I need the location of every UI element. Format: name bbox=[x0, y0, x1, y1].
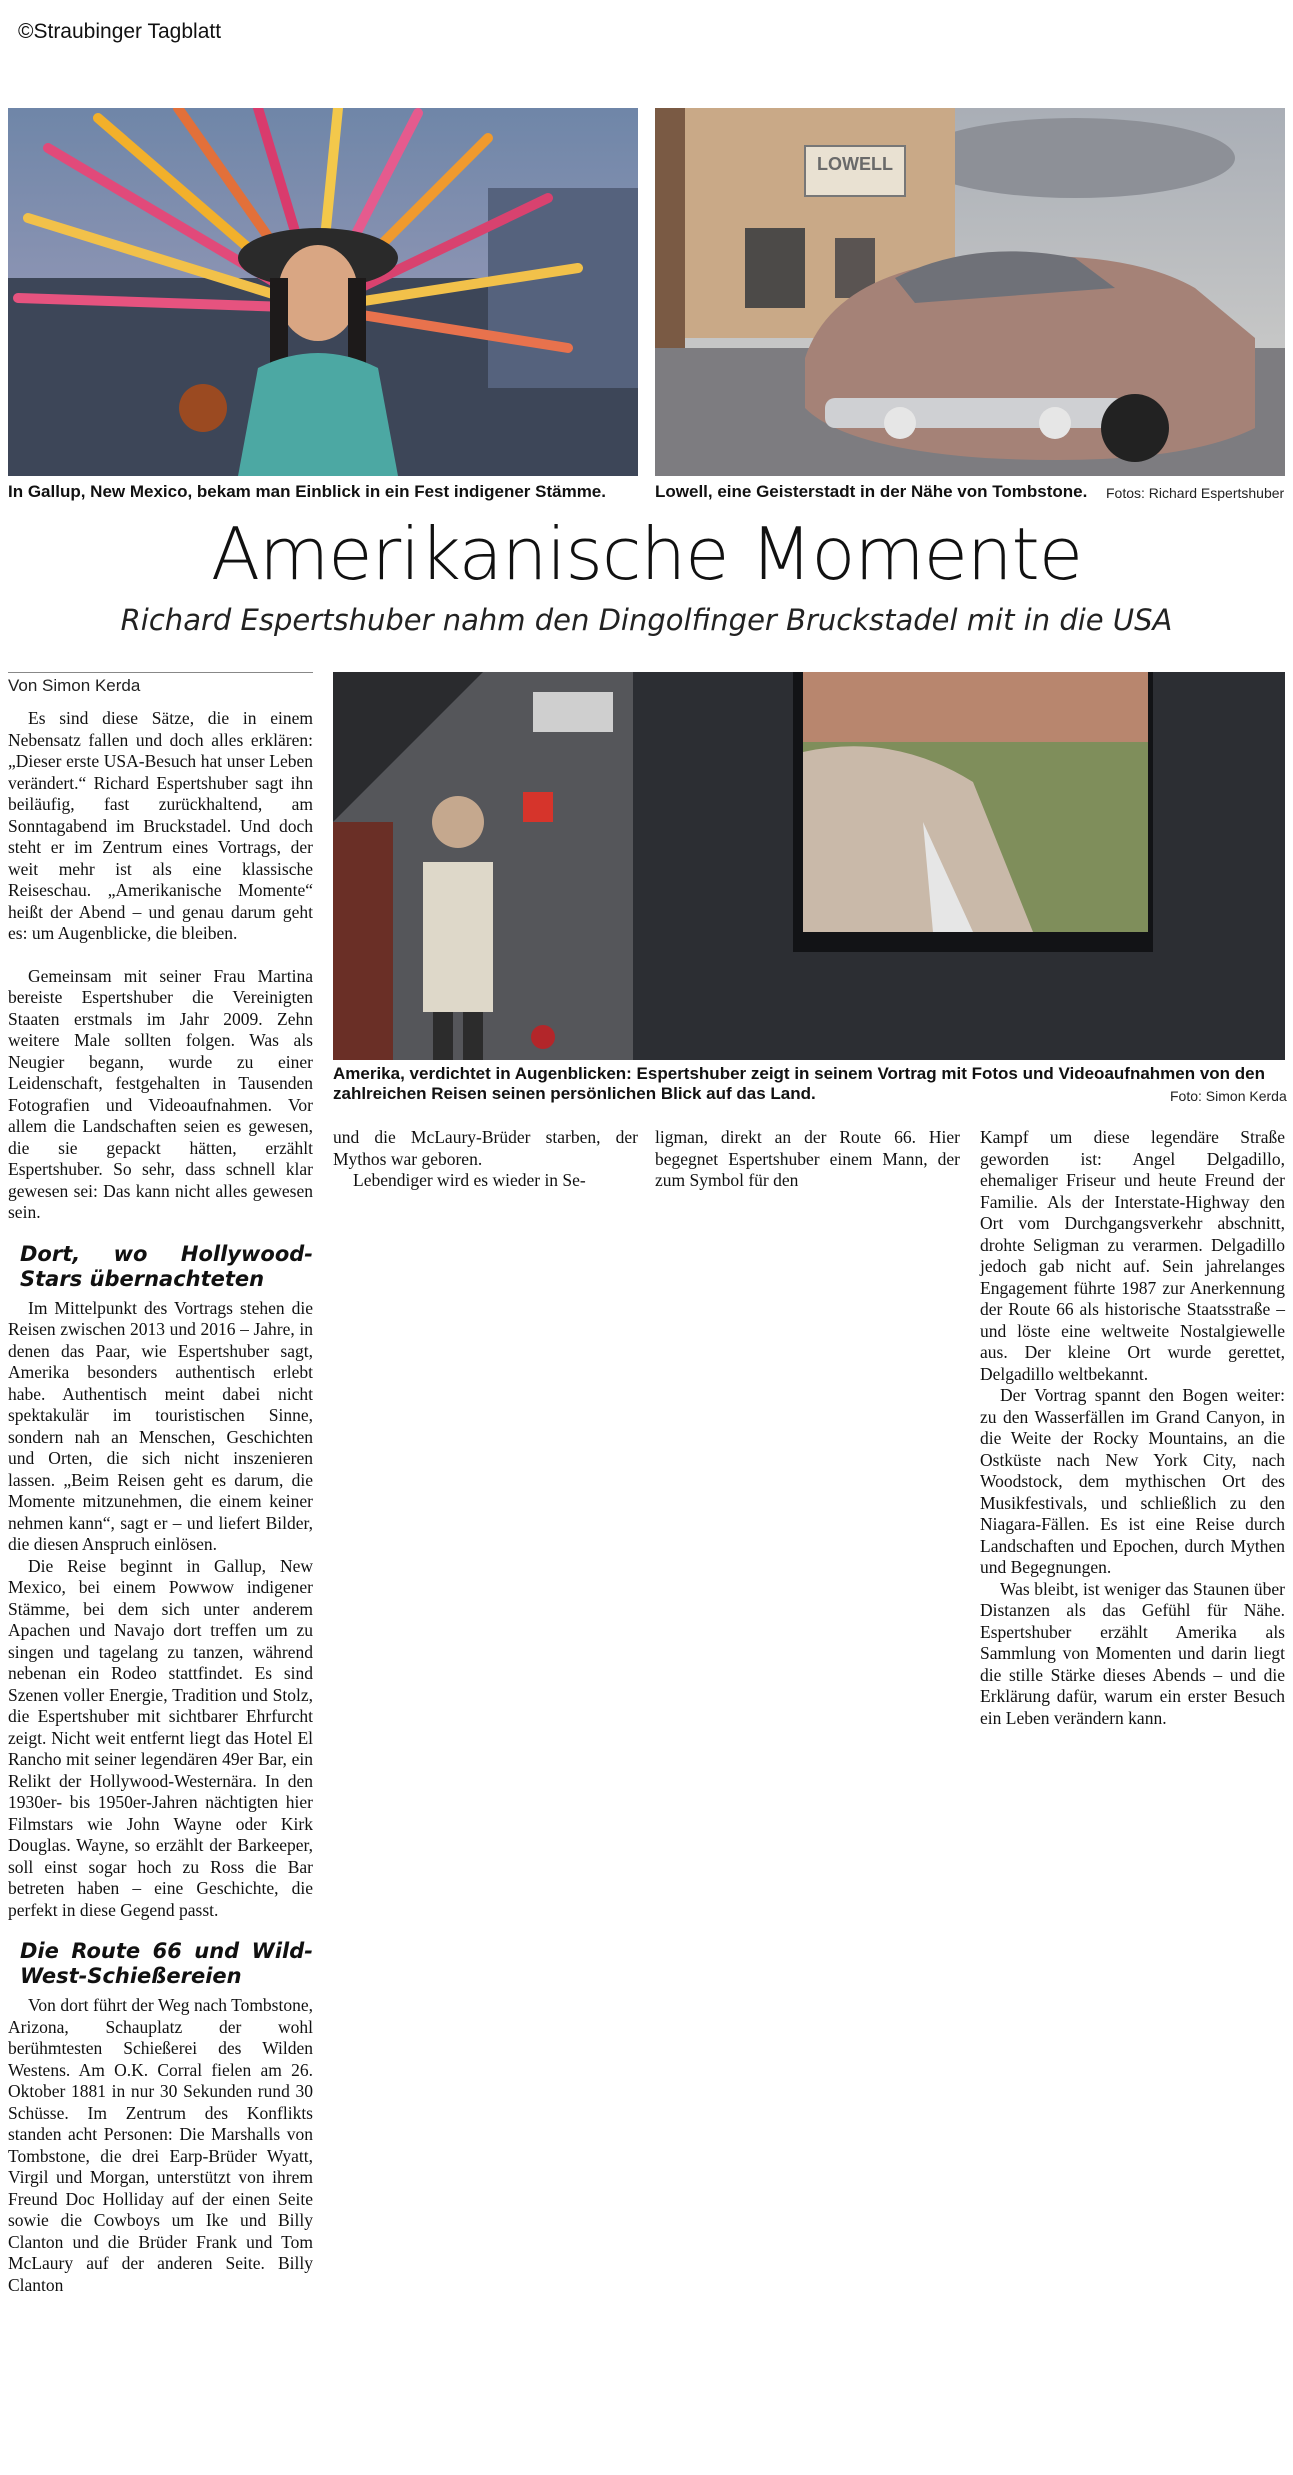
subheading-route66: Die Route 66 und Wild-West-Schießereien bbox=[20, 1939, 313, 1988]
paragraph: Was bleibt, ist weniger das Staunen über Distanzen als das Gefühl für Nähe. Espertshuber erzählt Amerika als Sammlung von Momenten und darin liegt die stille Stärke dieses Abends – und die Erklärung dafür, warum ein erster Besuch ein Leben verändern kann. bbox=[980, 1578, 1285, 1728]
paragraph: Der Vortrag spannt den Bogen weiter: zu den Wasserfällen im Grand Canyon, in die Weite der Rocky Mountains, an die Ostküste nach New York City, nach Woodstock, dem mythischen Ort des Musikfestivals, und schließlich zu den Niagara-Fällen. Es ist eine Reise durch Landschaften und Epochen, durch Mythen und Begegnungen. bbox=[980, 1385, 1285, 1577]
photo-credit-lecture: Foto: Simon Kerda bbox=[1170, 1088, 1287, 1104]
caption-lowell: Lowell, eine Geisterstadt in der Nähe von Tombstone. bbox=[655, 482, 1088, 501]
subheadline: Richard Espertshuber nahm den Dingolfinger Bruckstadel mit in die USA bbox=[120, 603, 1173, 637]
article-column-2 bbox=[333, 1127, 638, 1192]
headline: Amerikanische Momente bbox=[210, 512, 1083, 596]
photo-lowell-car bbox=[655, 108, 1285, 476]
paragraph: Die Reise beginnt in Gallup, New Mexico, bei einem Powwow indigener Stämme, bei dem sich unter anderem Apachen und Navajo dort treffen um zu singen und tagelang zu tanzen, während nebenan ein Rodeo stattfindet. Es sind Szenen voller Energie, Tradition und Stolz, die Espertshuber mit sichtbarer Ehrfurcht zeigt. Nicht weit entfernt liegt das Hotel El Rancho mit seiner legendären 49er Bar, ein Relikt der Hollywood-Westernära. In den 1930er- bis 1950er-Jahren nächtigten hier Filmstars wie John Wayne oder Kirk Douglas. Wayne, so erzählt der Barkeeper, soll einst sogar hoch zu Ross die Bar betreten haben – eine Geschichte, die perfekt in diese Gegend passt. bbox=[8, 1555, 313, 1920]
copyright-notice: ©Straubinger Tagblatt bbox=[18, 20, 222, 43]
paragraph: Kampf um diese legendäre Straße geworden ist: Angel Delgadillo, ehemaliger Friseur und heute Freund der Familie. Als der Interstate-Highway den Ort vom Durchgangsverkehr abschnitt, drohte Seligman zu verarmen. Delgadillo jedoch gab nicht auf. Sein jahrelanges Engagement führte 1987 zur Anerkennung der Route 66 als historische Staatsstraße – und löste eine weltweite Nostalgiewelle aus. Der kleine Ort wurde gerettet, Delgadillo weltbekannt. bbox=[980, 1127, 1285, 1384]
paragraph: und die McLaury-Brüder starben, der Mythos war geboren. bbox=[333, 1127, 638, 1169]
paragraph: Lebendiger wird es wieder in Se- bbox=[353, 1170, 586, 1190]
subheading-hollywood: Dort, wo Hollywood-Stars übernachteten bbox=[20, 1241, 313, 1291]
paragraph: ligman, direkt an der Route 66. Hier begegnet Espertshuber einem Mann, der zum Symbol für den bbox=[655, 1127, 960, 1190]
article-column-4 bbox=[980, 1127, 1285, 1729]
paragraph: Es sind diese Sätze, die in einem Nebensatz fallen und doch alles erklären: „Dieser erste USA-Besuch hat unser Leben verändert.“ Richard Espertshuber sagt ihn beiläufig, fast zurückhaltend, am Sonntagabend im Bruckstadel. Und doch steht er im Zentrum eines Vortrags, der weit mehr ist als eine klassische Reiseschau. „Amerikanische Momente“ heißt der Abend – und genau darum geht es: um Augenblicke, die bleiben. bbox=[8, 708, 313, 943]
caption-lecture: Amerika, verdichtet in Augenblicken: Espertshuber zeigt in seinem Vortrag mit Fotos und Videoaufnahmen von den zahlreichen Reisen seinen persönlichen Blick auf das Land. bbox=[333, 1064, 1266, 1103]
photo-gallup-dancer bbox=[8, 108, 638, 476]
paragraph: Gemeinsam mit seiner Frau Martina bereiste Espertshuber die Vereinigten Staaten erstmals im Jahr 2009. Zehn weitere Male sollten folgen. Was als Neugier begann, wurde zu einer Leidenschaft, festgehalten in Tausenden Fotografien und Videoaufnahmen. Vor allem die Landschaften seien es gewesen, die sie gepackt hätten, erzählt Espertshuber. So sehr, dass schnell klar gewesen sei: Das kann nicht alles gewesen sein. bbox=[8, 965, 313, 1222]
article-column-1 bbox=[8, 708, 313, 2296]
author-byline: Von Simon Kerda bbox=[8, 676, 141, 695]
paragraph: Von dort führt der Weg nach Tombstone, Arizona, Schauplatz der wohl berühmtesten Schießerei des Wilden Westens. Am O.K. Corral fielen am 26. Oktober 1881 in nur 30 Sekunden rund 30 Schüsse. Im Zentrum des Konflikts standen acht Personen: Die Marshalls von Tombstone, die drei Earp-Brüder Wyatt, Virgil und Morgan, unterstützt von ihrem Freund Doc Holliday auf der einen Seite sowie die Cowboys um Ike und Billy Clanton und die Brüder Frank und Tom McLaury auf der anderen Seite. Billy Clanton bbox=[8, 1995, 313, 2295]
photo-credit-top: Fotos: Richard Espertshuber bbox=[1106, 485, 1285, 501]
author-rule bbox=[8, 672, 313, 673]
theater-sign-text: LOWELL bbox=[817, 154, 893, 174]
caption-gallup: In Gallup, New Mexico, bekam man Einblick in ein Fest indigener Stämme. bbox=[8, 482, 606, 501]
photo-lecture bbox=[333, 672, 1285, 1060]
article-column-3 bbox=[655, 1127, 960, 1192]
paragraph: Im Mittelpunkt des Vortrags stehen die Reisen zwischen 2013 und 2016 – Jahre, in denen das Paar, wie Espertshuber sagt, Amerika besonders authentisch erlebt habe. Authentisch meint dabei nicht spektakulär im touristischen Sinne, sondern nah an Menschen, Geschichten und Orten, die sich nicht inszenieren lassen. „Beim Reisen geht es darum, die Momente mitzunehmen, die einem keiner nehmen kann“, sagt er – und liefert Bilder, die diesen Anspruch einlösen. bbox=[8, 1297, 313, 1554]
